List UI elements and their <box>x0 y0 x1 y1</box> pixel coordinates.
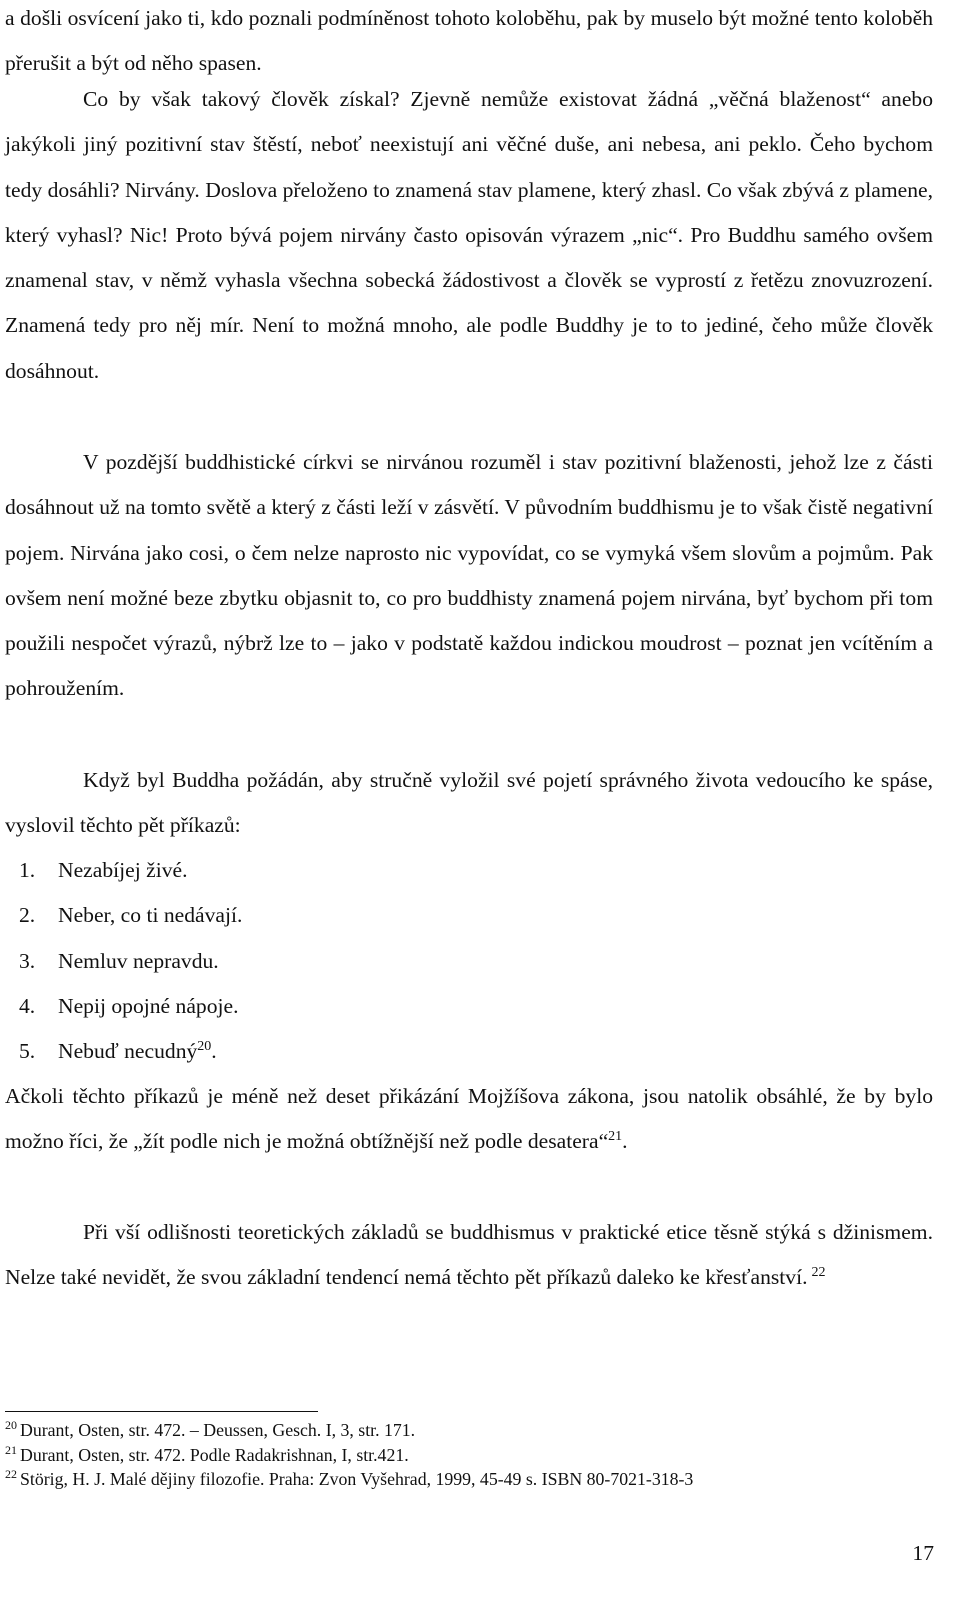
footnote <box>5 1467 693 1492</box>
paragraph-five-precepts-intro: Když byl Buddha požádán, aby stručně vyložil své pojetí správného života vedoucího ke spáse, vyslovil těchto pět příkazů: <box>5 768 933 838</box>
list-item-number: 3. <box>19 948 36 973</box>
list-item-text: Nezabíjej živé. <box>58 858 188 882</box>
footnotes-list <box>5 1418 693 1492</box>
precepts-list <box>5 848 242 1074</box>
footnote <box>5 1443 693 1468</box>
list-item-text: Nemluv nepravdu. <box>58 948 219 973</box>
footnote-ref-21[interactable]: 21 <box>608 1129 623 1145</box>
footnote-ref-20[interactable]: 20 <box>197 1039 212 1054</box>
list-item <box>5 939 242 984</box>
footnote-text: Durant, Osten, str. 472. Podle Radakrishnan, I, str.421. <box>20 1444 409 1465</box>
footnote <box>5 1418 693 1443</box>
paragraph-continuation: a došli osvícení jako ti, kdo poznali podmíněnost tohoto koloběhu, pak by muselo být možné tento koloběh přerušit a být od něho spasen. <box>5 6 933 76</box>
list-item <box>5 848 242 893</box>
list-item-number: 5. <box>19 1039 36 1064</box>
paragraph-ten-commandments-comparison <box>5 1074 933 1165</box>
paragraph-text: Ačkoli těchto příkazů je méně než deset přikázání Mojžíšova zákona, jsou natolik obsáhlé, že by bylo možno říci, že „žít podle nich je možná obtížnější než podle desatera“ <box>5 1084 933 1154</box>
footnote-number: 22 <box>5 1467 17 1482</box>
footnote-number: 20 <box>5 1418 17 1433</box>
footnote-text: Störig, H. J. Malé dějiny filozofie. Praha: Zvon Vyšehrad, 1999, 45-49 s. ISBN 80-7021-318-3 <box>20 1469 694 1489</box>
paragraph-nirvana: Co by však takový člověk získal? Zjevně nemůže existovat žádná „věčná blaženost“ anebo jakýkoli jiný pozitivní stav štěstí, neboť neexistují ani věčné duše, ani nebesa, ani peklo. Čeho bychom tedy dosáhli? Nirvány. Doslova přeloženo to znamená stav plamene, který zhasl. Co však zbývá z plamene, který vyhasl? Nic! Proto bývá pojem nirvány často opisován výrazem „nic“. Pro Buddhu samého ovšem znamenal stav, v němž vyhasla všechna sobecká žádostivost a člověk se vyprostí z řetězu znovuzrození. Znamená tedy pro něj mír. Není to možná mnoho, ale podle Buddhy je to to jediné, čeho může člověk dosáhnout. <box>5 87 933 383</box>
list-item-text: Nepij opojné nápoje. <box>58 993 239 1018</box>
paragraph-later-church: V pozdější buddhistické církvi se nirvánou rozuměl i stav pozitivní blaženosti, jehož lze z části dosáhnout už na tomto světě a který z části leží v zásvětí. V původním buddhismu je to však čistě negativní pojem. Nirvána jako cosi, o čem nelze naprosto nic vypovídat, co se vymyká všem slovům a pojmům. Pak ovšem není možné beze zbytku objasnit to, co pro buddhisty znamená pojem nirvána, byť bychom při tom použili nespočet výrazů, nýbrž lze to – jako v podstatě každou indickou moudrost – poznat jen vcítěním a pohroužením. <box>5 450 933 701</box>
footnote-ref-22[interactable]: 22 <box>811 1265 826 1281</box>
list-item-punctuation: . <box>211 1039 217 1064</box>
list-item-number: 1. <box>19 858 36 882</box>
list-item <box>5 1029 242 1074</box>
page-number: 17 <box>912 1541 934 1565</box>
footnote-separator <box>5 1411 318 1412</box>
list-item <box>5 984 242 1029</box>
paragraph-jainism <box>5 1210 933 1301</box>
list-item-text: Neber, co ti nedávají. <box>58 903 243 928</box>
list-item <box>5 893 242 938</box>
list-item-number: 2. <box>19 903 36 928</box>
paragraph-punctuation: . <box>622 1129 628 1154</box>
paragraph-text: Při vší odlišnosti teoretických základů se buddhismus v praktické etice těsně stýká s džinismem. Nelze také nevidět, že svou základní tendencí nemá těchto pět příkazů daleko ke křesťanství. <box>5 1220 933 1290</box>
list-item-text: Nebuď necudný <box>58 1039 198 1064</box>
list-item-number: 4. <box>19 993 36 1018</box>
footnote-text: Durant, Osten, str. 472. – Deussen, Gesch. I, 3, str. 171. <box>20 1420 416 1440</box>
footnote-number: 21 <box>5 1442 17 1457</box>
